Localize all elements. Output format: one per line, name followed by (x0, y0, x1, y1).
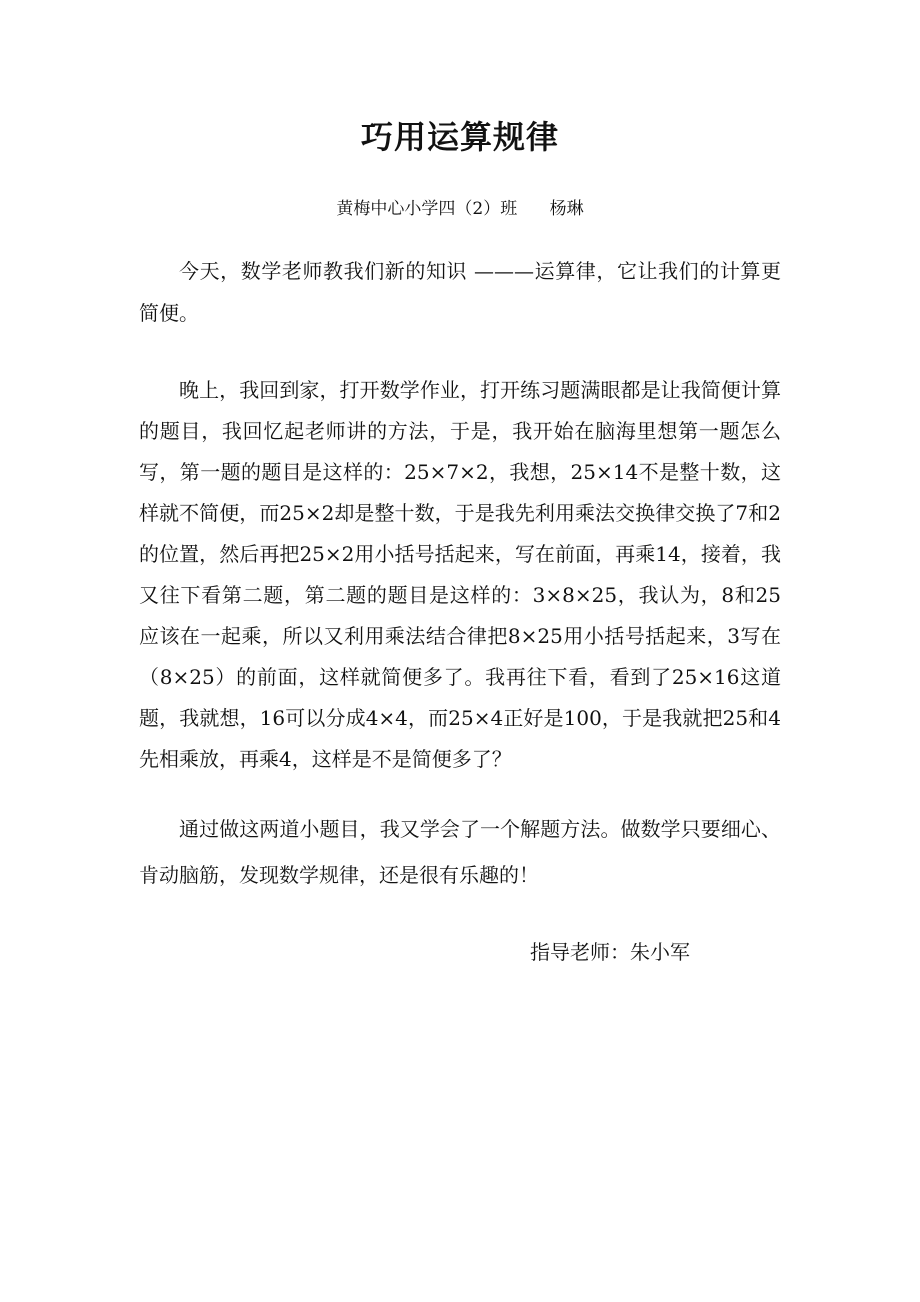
paragraph-intro: 今天，数学老师教我们新的知识 ———运算律，它让我们的计算更简便。 (139, 259, 781, 325)
paragraph-conclusion: 通过做这两道小题目，我又学会了一个解题方法。做数学只要细心、肯动脑筋，发现数学规律，还是很有乐趣的！ (139, 817, 781, 887)
teacher-signature: 指导老师：朱小军 (530, 940, 690, 964)
author-byline: 黄梅中心小学四（2）班 杨琳 (336, 199, 584, 219)
paragraph-homework: 晚上，我回到家，打开数学作业，打开练习题满眼都是让我简便计算的题目，我回忆起老师讲的方法，于是，我开始在脑海里想第一题怎么写，第一题的题目是这样的：25×7×2，我想，25×14不是整十数，这样就不简便，而25×2却是整十数，于是我先利用乘法交换律交换了7和2的位置，然后再把25×2用小括号括起来，写在前面，再乘14，接着，我又往下看第二题，第二题的题目是这样的：3×8×25，我认为，8和25应该在一起乘，所以又利用乘法结合律把8×25用小括号括起来，3写在（8×25）的前面，这样就简便多了。我再往下看，看到了25×16这道题，我就想，16可以分成4×4，而25×4正好是100，于是我就把25和4先相乘放，再乘4，这样是不是简便多了？ (139, 378, 781, 771)
document-title: 巧用运算规律 (360, 118, 559, 156)
